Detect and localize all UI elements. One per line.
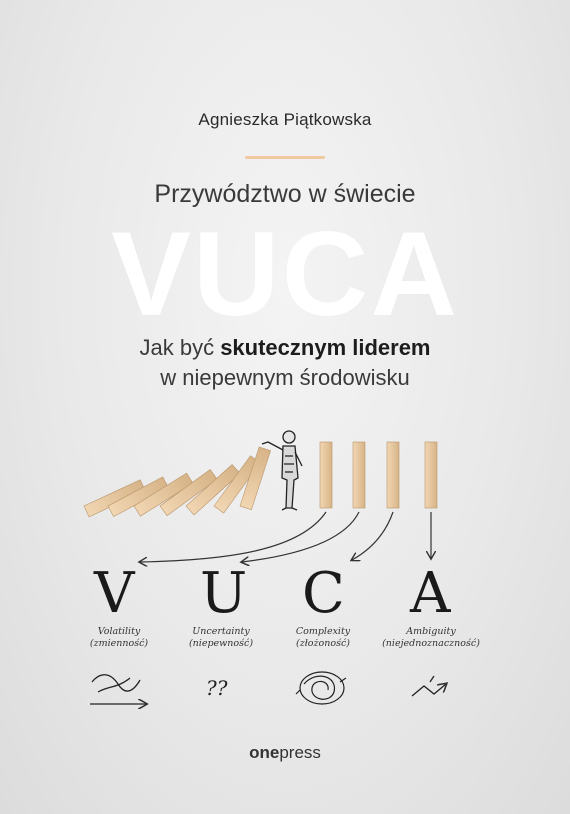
standing-dominoes bbox=[320, 442, 437, 508]
label-volatility-en: Volatility bbox=[97, 626, 141, 637]
label-uncertainty-en: Uncertainty bbox=[192, 626, 250, 637]
zigzag-arrow-icon bbox=[412, 676, 446, 696]
fallen-dominoes bbox=[84, 447, 271, 517]
title-prefix: Przywództwo w świecie bbox=[154, 180, 416, 208]
businessman-figure-icon bbox=[262, 431, 302, 510]
subtitle-line2: w niepewnym środowisku bbox=[160, 365, 410, 390]
connector-arrows bbox=[140, 512, 431, 562]
letter-u: U bbox=[200, 561, 248, 626]
label-uncertainty-pl: (niepewność) bbox=[188, 638, 254, 649]
subtitle-line1-bold: skutecznym liderem bbox=[220, 335, 431, 360]
label-ambiguity bbox=[366, 626, 496, 650]
wave-arrow-icon bbox=[90, 675, 146, 704]
letter-v: V bbox=[94, 561, 135, 626]
tangled-circle-icon bbox=[296, 672, 346, 704]
author-name: Agnieszka Piątkowska bbox=[198, 110, 372, 129]
main-title: VUCA bbox=[110, 207, 460, 341]
label-complexity-pl: (złożoność) bbox=[296, 638, 350, 649]
letter-a: A bbox=[410, 561, 451, 626]
publisher-press: press bbox=[279, 743, 321, 762]
publisher-one: one bbox=[249, 743, 280, 762]
label-ambiguity-pl: (niejednoznaczność) bbox=[382, 638, 480, 649]
publisher-logo bbox=[0, 743, 570, 763]
letter-c: C bbox=[302, 561, 345, 626]
label-volatility-pl: (zmienność) bbox=[89, 638, 149, 649]
label-ambiguity-en: Ambiguity bbox=[406, 626, 456, 637]
question-marks-icon: ?? bbox=[206, 676, 228, 700]
label-complexity-en: Complexity bbox=[295, 626, 351, 637]
subtitle-line1-pre: Jak być bbox=[139, 335, 221, 360]
